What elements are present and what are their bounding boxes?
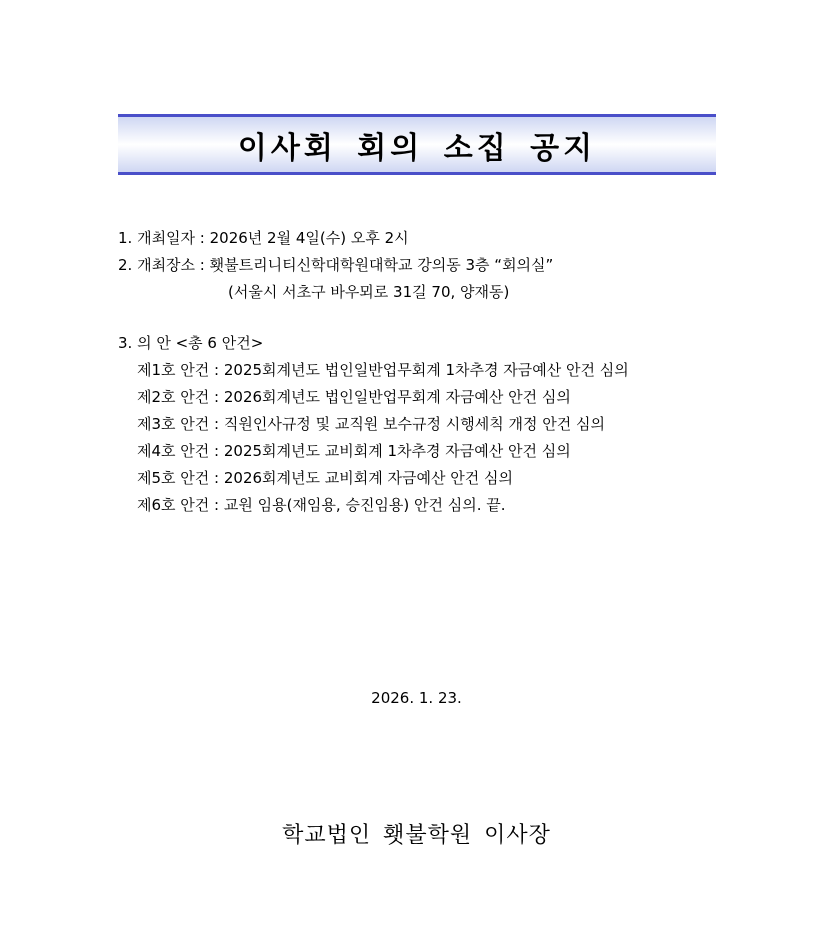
meeting-place: 2. 개최장소 : 횃불트리니티신학대학원대학교 강의동 3층 “회의실” (118, 256, 554, 274)
agenda-item: 제6호 안건 : 교원 임용(재임용, 승진임용) 안건 심의. 끝. (137, 496, 506, 514)
page-title: 이사회 회의 소집 공지 (237, 130, 597, 166)
agenda-item: 제3호 안건 : 직원인사규정 및 교직원 보수규정 시행세칙 개정 안건 심의 (137, 415, 606, 433)
agenda-item: 제5호 안건 : 2026회계년도 교비회계 자금예산 안건 심의 (137, 469, 513, 487)
meeting-address: (서울시 서초구 바우뫼로 31길 70, 양재동) (228, 283, 510, 301)
agenda-item: 제1호 안건 : 2025회계년도 법인일반업무회계 1차추경 자금예산 안건 심의 (137, 361, 629, 379)
signer: 학교법인 횃불학원 이사장 (282, 823, 551, 848)
meeting-date: 1. 개최일자 : 2026년 2월 4일(수) 오후 2시 (118, 229, 409, 247)
issue-date: 2026. 1. 23. (371, 689, 462, 707)
agenda-item: 제2호 안건 : 2026회계년도 법인일반업무회계 자금예산 안건 심의 (137, 388, 571, 406)
agenda-item: 제4호 안건 : 2025회계년도 교비회계 1차추경 자금예산 안건 심의 (137, 442, 571, 460)
title-banner (118, 114, 716, 175)
agenda-header: 3. 의 안 <총 6 안건> (118, 334, 264, 352)
